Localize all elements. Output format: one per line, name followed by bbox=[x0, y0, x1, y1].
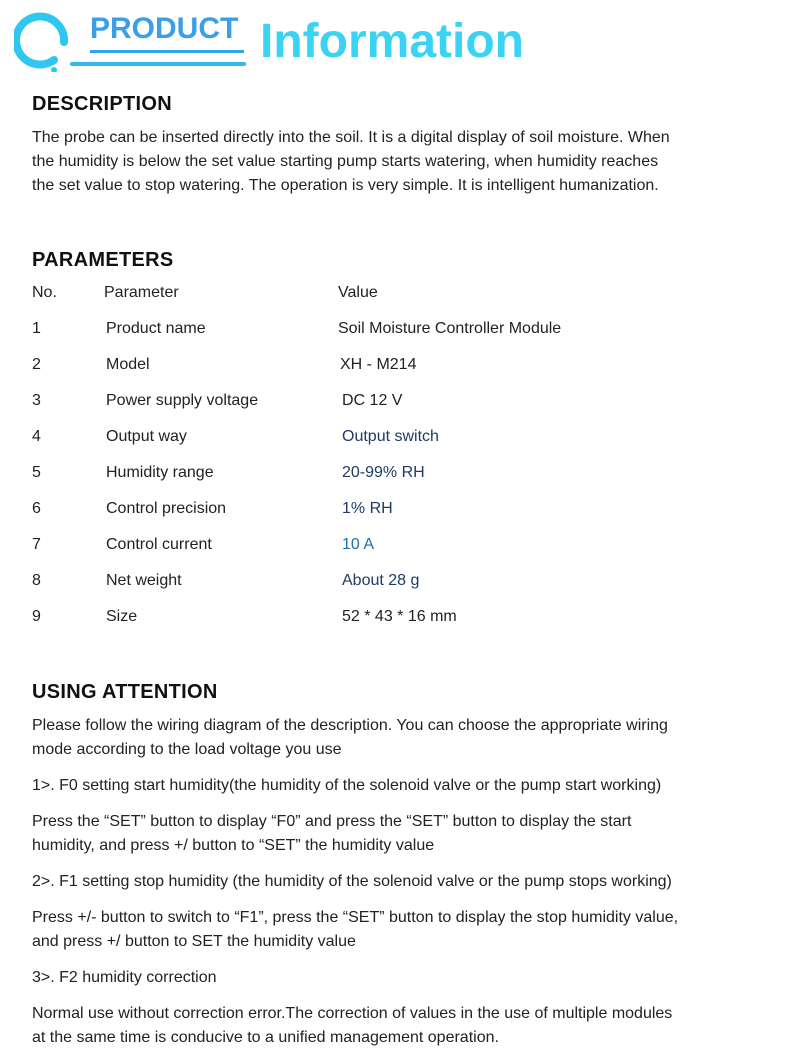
f2-text-line: Normal use without correction error.The correction of values in the use of multiple modules bbox=[32, 1005, 673, 1022]
row-value: XH - M214 bbox=[340, 356, 417, 373]
header-no: No. bbox=[32, 284, 57, 301]
attention-intro-line: mode according to the load voltage you use bbox=[32, 741, 342, 758]
row-no: 6 bbox=[32, 500, 41, 517]
banner-swoosh bbox=[70, 62, 246, 66]
row-no: 3 bbox=[32, 392, 41, 409]
f0-text-line: Press the “SET” button to display “F0” and press the “SET” button to display the start bbox=[32, 813, 632, 830]
row-no: 5 bbox=[32, 464, 41, 481]
row-value: About 28 g bbox=[342, 572, 420, 589]
row-value: Output switch bbox=[342, 428, 439, 445]
description-title: DESCRIPTION bbox=[32, 93, 172, 115]
row-no: 7 bbox=[32, 536, 41, 553]
row-no: 8 bbox=[32, 572, 41, 589]
row-parameter: Model bbox=[106, 356, 150, 373]
row-value: Soil Moisture Controller Module bbox=[338, 320, 562, 337]
row-parameter: Net weight bbox=[106, 572, 182, 589]
logo-ring-icon bbox=[14, 8, 70, 72]
row-value: 52 * 43 * 16 mm bbox=[342, 608, 457, 625]
f1-text-line: Press +/- button to switch to “F1”, press the “SET” button to display the stop humidity value, bbox=[32, 909, 679, 926]
row-parameter: Size bbox=[106, 608, 138, 625]
product-word: PRODUCT bbox=[90, 12, 239, 45]
row-no: 1 bbox=[32, 320, 41, 337]
row-parameter: Control current bbox=[106, 536, 212, 553]
row-no: 4 bbox=[32, 428, 41, 445]
attention-intro-line: Please follow the wiring diagram of the description. You can choose the appropriate wiring bbox=[32, 717, 668, 734]
f2-heading: 3>. F2 humidity correction bbox=[32, 969, 217, 986]
header-value: Value bbox=[338, 284, 378, 301]
row-parameter: Power supply voltage bbox=[106, 392, 259, 409]
header-banner bbox=[0, 0, 800, 84]
row-parameter: Output way bbox=[106, 428, 187, 445]
f1-text-line: and press +/ button to SET the humidity value bbox=[32, 933, 356, 950]
information-word: Information bbox=[260, 15, 524, 68]
parameters-title: PARAMETERS bbox=[32, 249, 174, 271]
row-no: 2 bbox=[32, 356, 41, 373]
attention-title: USING ATTENTION bbox=[32, 681, 218, 703]
row-no: 9 bbox=[32, 608, 41, 625]
row-value: DC 12 V bbox=[342, 392, 403, 409]
row-parameter: Control precision bbox=[106, 500, 227, 517]
row-parameter: Product name bbox=[106, 320, 206, 337]
description-line: the set value to stop watering. The operation is very simple. It is intelligent humanization. bbox=[32, 177, 659, 194]
product-underline bbox=[90, 50, 244, 53]
row-value: 10 A bbox=[342, 536, 375, 553]
row-value: 1% RH bbox=[342, 500, 393, 517]
header-parameter: Parameter bbox=[104, 284, 179, 301]
row-value: 20-99% RH bbox=[342, 464, 425, 481]
f0-text-line: humidity, and press +/ button to “SET” the humidity value bbox=[32, 837, 435, 854]
row-parameter: Humidity range bbox=[106, 464, 214, 481]
f0-heading: 1>. F0 setting start humidity(the humidity of the solenoid valve or the pump start working) bbox=[32, 777, 662, 794]
description-line: The probe can be inserted directly into the soil. It is a digital display of soil moisture. When bbox=[32, 129, 670, 146]
f2-text-line: at the same time is conducive to a unified management operation. bbox=[32, 1029, 499, 1046]
f1-heading: 2>. F1 setting stop humidity (the humidity of the solenoid valve or the pump stops working) bbox=[32, 873, 672, 890]
description-line: the humidity is below the set value starting pump starts watering, when humidity reaches bbox=[32, 153, 659, 170]
